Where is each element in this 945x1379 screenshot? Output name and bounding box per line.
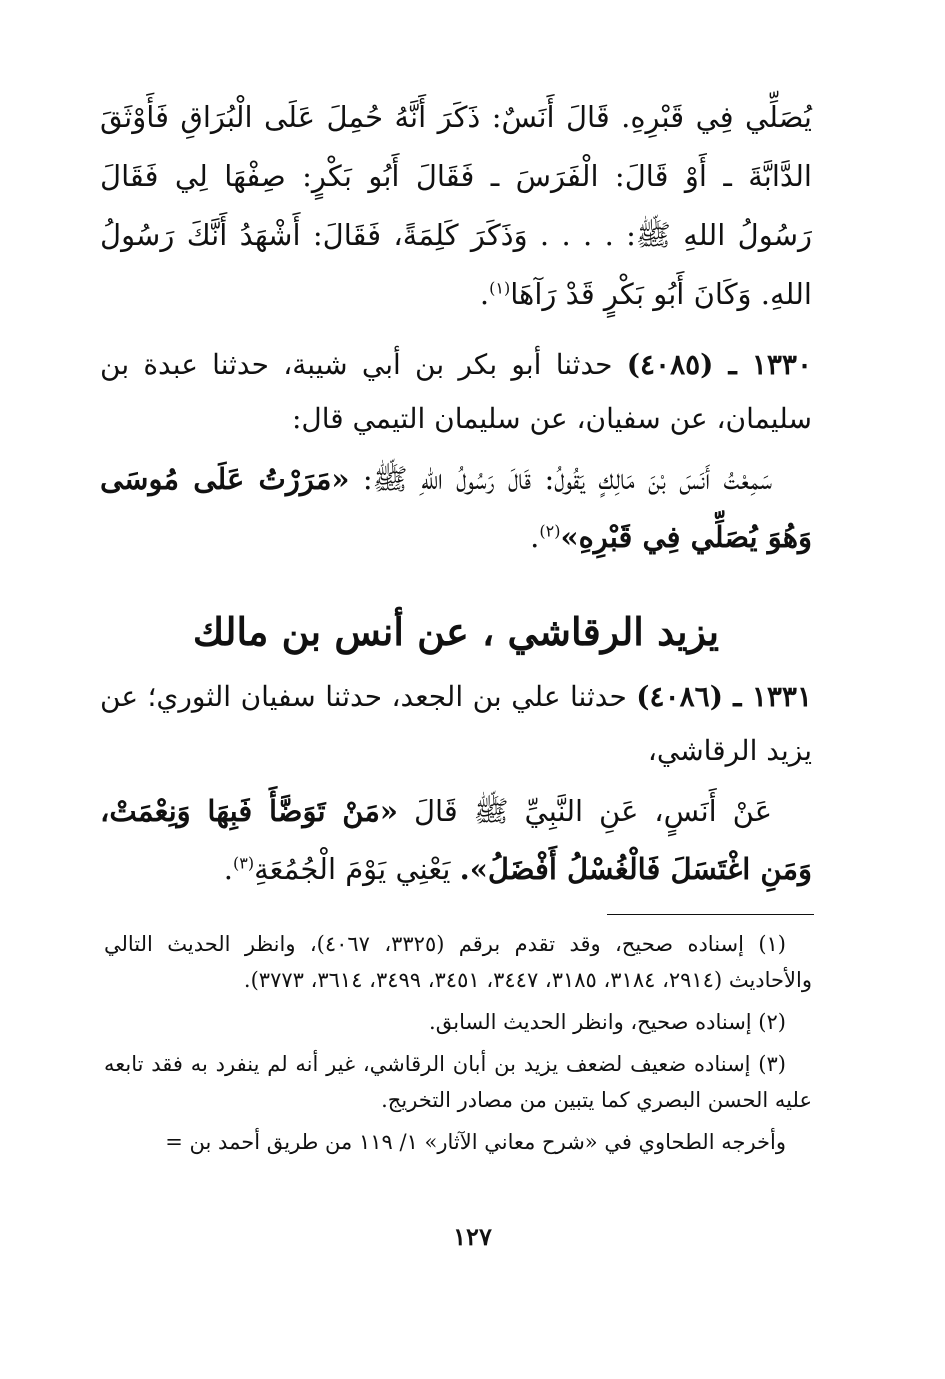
hadith-1330-quote: «مَرَرْتُ عَلَى مُوسَى وَهُوَ يُصَلِّي فِي قَبْرِهِ» — [100, 462, 812, 554]
hadith-1331-end: . — [223, 852, 233, 886]
hadith-1331-number: ١٣٣١ ـ (٤٠٨٦) — [636, 680, 812, 713]
footnote-separator — [607, 914, 814, 915]
hadith-1331-matn-intro: عَنْ أَنَسٍ، عَنِ النَّبِيِّ ﷺ قَالَ — [413, 794, 772, 828]
continuation-text: يُصَلِّي فِي قَبْرِهِ. قَالَ أَنَسٌ: ذَكَرَ أَنَّهُ حُمِلَ عَلَى الْبُرَاقِ فَأَوْثَقَ الدَّابَّةَ ـ أَوْ قَالَ: الْفَرَسَ ـ فَقَالَ أَبُو بَكْرٍ: صِفْهَا لِي فَقَالَ رَسُولُ اللهِ ﷺ: . . . . وَذَكَرَ كَلِمَةً، فَقَالَ: أَشْهَدُ أَنَّكَ رَسُولُ اللهِ. وَكَانَ أَبُو بَكْرٍ قَدْ رَآهَا — [100, 100, 812, 311]
continuation-end: . — [479, 277, 490, 311]
continuation-paragraph — [100, 88, 812, 324]
footnotes — [104, 926, 812, 1166]
hadith-1331-header — [100, 670, 812, 778]
footnote-3-continuation: وأخرجه الطحاوي في «شرح معاني الآثار» ١/ ١١٩ من طريق أحمد بن = — [165, 1130, 786, 1154]
hadith-1330-end: . — [530, 520, 540, 554]
footnote-ref-1: (١) — [489, 278, 511, 298]
hadith-1331-matn-end: يَعْنِي يَوْمَ الْجُمُعَةِ — [254, 852, 451, 886]
hadith-1331-quote: «مَنْ تَوَضَّأَ فَبِهَا وَنِعْمَتْ، وَمَنِ اغْتَسَلَ فَالْغُسْلُ أَفْضَلُ». — [100, 794, 812, 886]
footnote-3: (٣) إسناده ضعيف لضعف يزيد بن أبان الرقاشي، غير أنه لم ينفرد به فقد تابعه عليه الحسن البصري كما يتبين من مصادر التخريج. — [104, 1052, 812, 1112]
main-text — [100, 88, 812, 898]
hadith-1330-number: ١٣٣٠ ـ (٤٠٨٥) — [626, 348, 812, 381]
hadith-1330-matn — [100, 450, 812, 566]
hadith-1331-matn — [100, 782, 812, 898]
footnote-2: (٢) إسناده صحيح، وانظر الحديث السابق. — [429, 1010, 786, 1034]
hadith-1330-header — [100, 338, 812, 446]
hadith-1330-isnad: حدثنا أبو بكر بن أبي شيبة، حدثنا عبدة بن سليمان، عن سفيان، عن سليمان التيمي قال: — [100, 348, 812, 435]
footnote-ref-3: (٣) — [233, 853, 255, 873]
hadith-1330-matn-intro: سَمِعْتُ أَنَسَ بْنَ مَالِكٍ يَقُولُ: قَالَ رَسُولُ اللهِ ﷺ: — [362, 462, 773, 496]
footnote-ref-2: (٢) — [539, 521, 561, 541]
section-title: يزيد الرقاشي ، عن أنس بن مالك — [192, 609, 720, 654]
page-number: ١٢٧ — [453, 1222, 492, 1251]
hadith-1331-isnad: حدثنا علي بن الجعد، حدثنا سفيان الثوري؛ عن يزيد الرقاشي، — [100, 680, 812, 767]
footnote-1: (١) إسناده صحيح، وقد تقدم برقم (٣٣٢٥، ٤٠٦٧)، وانظر الحديث التالي والأحاديث (٢٩١٤، ٣١٨٤، ٣١٨٥، ٣٤٤٧، ٣٤٥١، ٣٤٩٩، ٣٦١٤، ٣٧٧٣). — [104, 932, 812, 992]
